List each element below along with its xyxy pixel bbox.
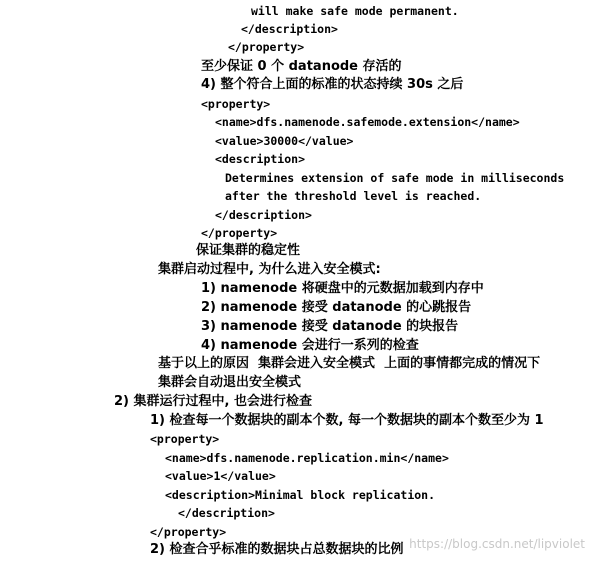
text-line: after the threshold level is reached. (225, 189, 482, 203)
text-line: <property> (201, 97, 271, 111)
text-line: 2) 集群运行过程中, 也会进行检查 (114, 394, 312, 409)
text-line: Determines extension of safe mode in milliseconds (225, 171, 565, 185)
text-line: <property> (150, 432, 220, 446)
text-line: 保证集群的稳定性 (196, 243, 301, 258)
text-line: 集群启动过程中, 为什么进入安全模式: (158, 262, 381, 277)
text-line: </property> (150, 525, 227, 539)
text-line: 基于以上的原因 集群会进入安全模式 上面的事情都完成的情况下 (158, 356, 541, 371)
text-line: </description> (241, 22, 338, 36)
text-line: will make safe mode permanent. (251, 4, 459, 18)
text-line: 至少保证 0 个 datanode 存活的 (201, 59, 402, 74)
text-line: 1) namenode 将硬盘中的元数据加载到内存中 (201, 281, 484, 296)
text-line: 4) namenode 会进行一系列的检查 (201, 338, 419, 353)
text-line: <name>dfs.namenode.replication.min</name> (165, 451, 449, 465)
text-line: 4) 整个符合上面的标准的状态持续 30s 之后 (201, 77, 464, 92)
text-line: 1) 检查每一个数据块的副本个数, 每一个数据块的副本个数至少为 1 (150, 413, 544, 428)
text-line: <value>30000</value> (215, 134, 354, 148)
text-line: 2) 检查合乎标准的数据块占总数据块的比例 (150, 542, 404, 557)
text-line: <description> (215, 152, 306, 166)
text-line: </description> (178, 506, 275, 520)
watermark: https://blog.csdn.net/lipviolet (409, 537, 585, 551)
text-line: <name>dfs.namenode.safemode.extension</name> (215, 115, 520, 129)
text-line: 2) namenode 接受 datanode 的心跳报告 (201, 300, 472, 315)
text-line: <description>Minimal block replication. (165, 488, 436, 502)
text-line: 集群会自动退出安全模式 (158, 375, 302, 390)
text-line: 3) namenode 接受 datanode 的块报告 (201, 319, 459, 334)
text-line: </description> (215, 208, 312, 222)
text-line: </property> (201, 226, 278, 240)
text-line: <value>1</value> (165, 469, 276, 483)
text-line: </property> (228, 40, 305, 54)
